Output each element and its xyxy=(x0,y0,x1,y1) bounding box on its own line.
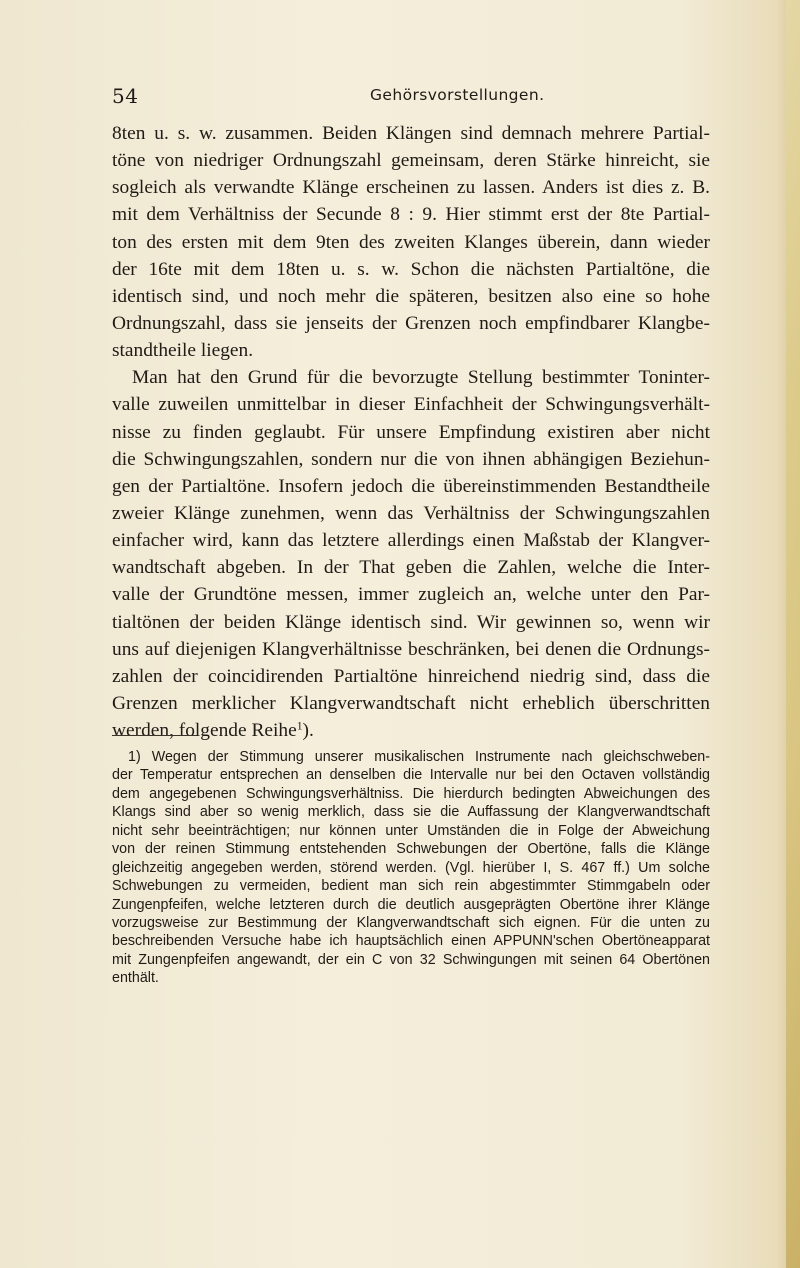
text-line: gen der Partialtöne. Insofern jedoch die übereinstimmenden Bestandtheile xyxy=(112,475,710,497)
page-header xyxy=(112,84,712,108)
footnote-line: vorzugsweise zur Bestimmung der Klangverwandtschaft sich eignen. Für die unten zu xyxy=(112,914,710,931)
footnote-line: dem angegebenen Schwingungsverhältniss. Die hierdurch bedingten Abweichungen des xyxy=(112,785,710,802)
footnote-line: Klangs sind aber so wenig merklich, dass sie die Auffassung der Klangverwandtschaft xyxy=(112,804,710,821)
running-title: Gehörsvorstellungen. xyxy=(370,86,545,104)
footnote-line: Zungenpfeifen, welche letzteren durch die deutlich ausgeprägten Obertöne ihrer Klänge xyxy=(112,896,710,913)
text-line: töne von niedriger Ordnungszahl gemeinsam, deren Stärke hinreicht, sie xyxy=(112,150,710,172)
footnote-line: von der reinen Stimmung entstehenden Schwebungen der Obertöne, falls die Klänge xyxy=(112,841,710,858)
text-line-final xyxy=(112,717,710,744)
footnote-line: gleichzeitig angegeben werden, störend werden. (Vgl. hierüber I, S. 467 ff.) Um solche xyxy=(112,859,710,876)
footnote-line: Schwebungen zu vermeiden, bedient man sich rein abgestimmter Stimmgabeln oder xyxy=(112,878,710,895)
text-line: ton des ersten mit dem 9ten des zweiten Klanges überein, dann wieder xyxy=(112,231,710,253)
main-text xyxy=(112,120,710,744)
footnote-line: der Temperatur entsprechen an denselben die Intervalle nur bei den Octaven vollständig xyxy=(112,767,710,784)
footnote-line: mit Zungenpfeifen angewandt, der ein C von 32 Schwingungen mit seinen 64 Obertönen xyxy=(112,951,710,968)
footnote-line xyxy=(112,748,710,766)
text-line: mit dem Verhältniss der Secunde 8 : 9. Hier stimmt erst der 8te Partial- xyxy=(112,204,710,226)
text-line: einfacher wird, kann das letztere allerdings einen Maßstab der Klangver- xyxy=(112,530,710,552)
text-line-suffix: ). xyxy=(302,720,314,742)
text-line: Ordnungszahl, dass sie jenseits der Grenzen noch empfindbarer Klangbe- xyxy=(112,312,710,334)
text-line-content: werden, folgende Reihe xyxy=(112,720,297,742)
text-line: standtheile liegen. xyxy=(112,340,254,362)
text-line: 8ten u. s. w. zusammen. Beiden Klängen sind demnach mehrere Partial- xyxy=(112,123,710,144)
footnote-line: nicht sehr beeinträchtigen; nur können unter Umständen die in Folge der Abweichung xyxy=(112,822,710,839)
text-line: Man hat den Grund für die bevorzugte Stellung bestimmter Toninter- xyxy=(132,367,710,389)
text-line: valle der Grundtöne messen, immer zugleich an, welche unter den Par- xyxy=(112,584,710,606)
text-line: nisse zu finden geglaubt. Für unsere Empfindung existiren aber nicht xyxy=(112,421,710,443)
footnote-reference: 1 xyxy=(296,719,303,733)
text-line: tialtönen der beiden Klänge identisch sind. Wir gewinnen so, wenn wir xyxy=(112,611,710,633)
footnote-line-text: Wegen der Stimmung unserer musikalischen Instrumente nach gleichschweben- xyxy=(151,749,710,765)
footnote-line: enthält. xyxy=(112,970,159,987)
text-line: die Schwingungszahlen, sondern nur die von ihnen abhängigen Beziehun- xyxy=(112,448,710,470)
text-line: uns auf diejenigen Klangverhältnisse beschränken, bei denen die Ordnungs- xyxy=(112,638,710,660)
text-line: zweier Klänge zunehmen, wenn das Verhältniss der Schwingungszahlen xyxy=(112,502,710,524)
footnote-separator xyxy=(112,735,197,736)
text-line: sogleich als verwandte Klänge erscheinen zu lassen. Anders ist dies z. B. xyxy=(112,177,710,199)
footnote-marker: 1) xyxy=(128,749,141,765)
text-line: valle zuweilen unmittelbar in dieser Einfachheit der Schwingungsverhält- xyxy=(112,394,710,416)
text-line: Grenzen merklicher Klangverwandtschaft nicht erheblich überschritten xyxy=(112,692,710,714)
footnote xyxy=(112,748,710,988)
text-line: der 16te mit dem 18ten u. s. w. Schon die nächsten Partialtöne, die xyxy=(112,258,710,280)
footnote-line: beschreibenden Versuche habe ich hauptsächlich einen APPUNN'schen Obertöneapparat xyxy=(112,933,710,950)
page-edge-discoloration xyxy=(786,0,800,1268)
text-line: wandtschaft abgeben. In der That geben die Zahlen, welche die Inter- xyxy=(112,557,710,579)
text-line: identisch sind, und noch mehr die späteren, besitzen also eine so hohe xyxy=(112,285,710,307)
page-number: 54 xyxy=(112,84,139,108)
text-line: zahlen der coincidirenden Partialtöne hinreichend niedrig sind, dass die xyxy=(112,665,710,687)
